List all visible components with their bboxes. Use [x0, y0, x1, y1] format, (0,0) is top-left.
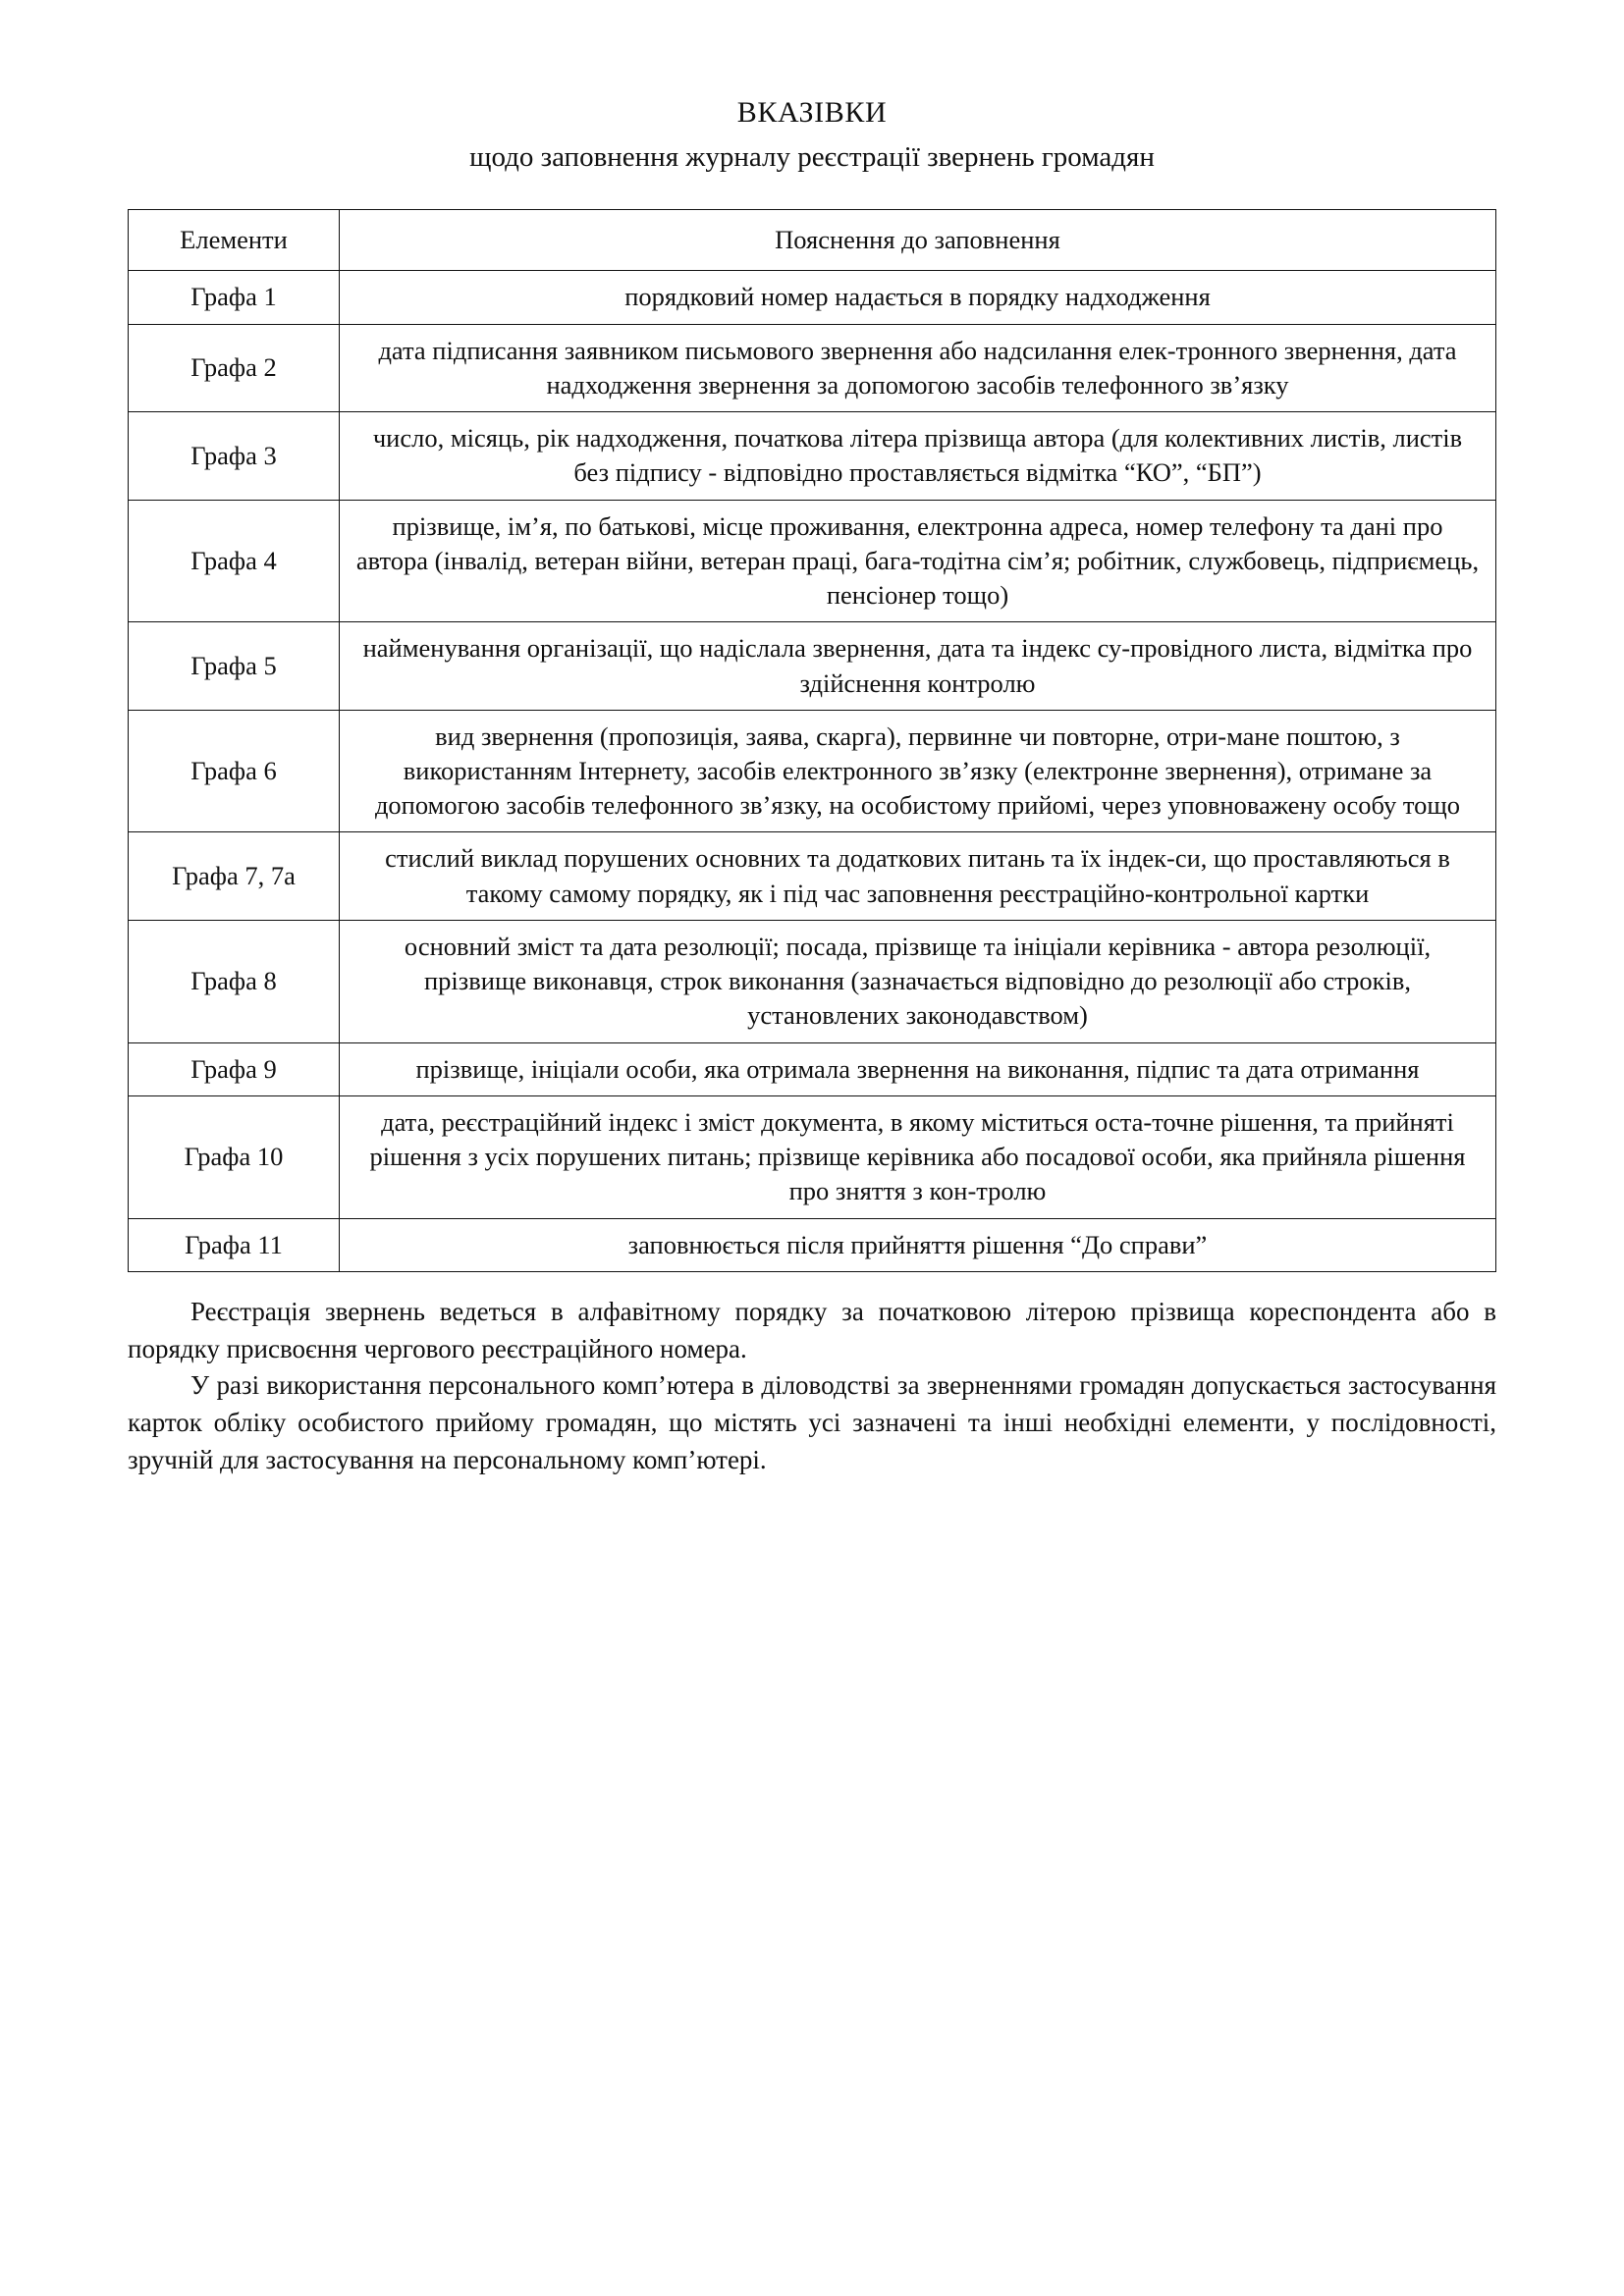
- page-title: ВКАЗІВКИ: [736, 96, 888, 129]
- cell-explanation: заповнюється після прийняття рішення “До справи”: [340, 1218, 1496, 1271]
- cell-element: Графа 2: [129, 324, 340, 411]
- cell-element: Графа 10: [129, 1095, 340, 1218]
- cell-element: Графа 9: [129, 1042, 340, 1095]
- table-row: [129, 832, 1496, 920]
- cell-element: Графа 5: [129, 622, 340, 710]
- table-row: [129, 271, 1496, 324]
- page-subtitle: щодо заповнення журналу реєстрації звернень громадян: [469, 140, 1155, 173]
- cell-element: Графа 8: [129, 920, 340, 1042]
- cell-explanation: основний зміст та дата резолюції; посада, прізвище та ініціали керівника - автора резолюції, прізвище виконавця, строк виконання (зазначається відповідно до резолюції або строків, установлених законодавством): [340, 920, 1496, 1042]
- cell-explanation: порядковий номер надається в порядку надходження: [340, 271, 1496, 324]
- table-row: [129, 500, 1496, 622]
- footer-notes: [128, 1294, 1496, 1479]
- table-header: [129, 210, 1496, 271]
- column-header-explanation: Пояснення до заповнення: [340, 210, 1496, 271]
- cell-explanation: стислий виклад порушених основних та додаткових питань та їх індек-си, що проставляються в такому самому порядку, як і під час заповнення реєстраційно-контрольної картки: [340, 832, 1496, 920]
- cell-explanation: прізвище, ім’я, по батькові, місце проживання, електронна адреса, номер телефону та дані про автора (інвалід, ветеран війни, ветеран праці, бага-тодітна сім’я; робітник, службовець, підприємець, пенсіонер тощо): [340, 500, 1496, 622]
- cell-element: Графа 6: [129, 710, 340, 832]
- cell-element: Графа 4: [129, 500, 340, 622]
- cell-explanation: найменування організації, що надіслала звернення, дата та індекс су-провідного листа, відмітка про здійснення контролю: [340, 622, 1496, 710]
- table-body: [129, 271, 1496, 1271]
- cell-element: Графа 11: [129, 1218, 340, 1271]
- cell-element: Графа 3: [129, 412, 340, 500]
- instructions-table: [128, 209, 1496, 1272]
- cell-explanation: вид звернення (пропозиція, заява, скарга), первинне чи повторне, отри-мане поштою, з використанням Інтернету, засобів електронного зв’язку (електронне звернення), отримане за допомогою засобів телефонного зв’язку, на особистому прийомі, через уповноважену особу тощо: [340, 710, 1496, 832]
- table-header-row: [129, 210, 1496, 271]
- column-header-elements: Елементи: [129, 210, 340, 271]
- table-row: [129, 412, 1496, 500]
- cell-explanation: прізвище, ініціали особи, яка отримала звернення на виконання, підпис та дата отримання: [340, 1042, 1496, 1095]
- table-row: [129, 1095, 1496, 1218]
- table-row: [129, 1218, 1496, 1271]
- table-row: [129, 710, 1496, 832]
- cell-explanation: дата, реєстраційний індекс і зміст документа, в якому міститься оста-точне рішення, та прийняті рішення з усіх порушених питань; прізвище керівника або посадової особи, яка прийняла рішення про зняття з кон-тролю: [340, 1095, 1496, 1218]
- table-row: [129, 622, 1496, 710]
- cell-explanation: дата підписання заявником письмового звернення або надсилання елек-тронного звернення, дата надходження звернення за допомогою засобів телефонного зв’язку: [340, 324, 1496, 411]
- cell-element: Графа 1: [129, 271, 340, 324]
- table-row: [129, 1042, 1496, 1095]
- footer-paragraph: У разі використання персонального комп’ютера в діловодстві за зверненнями громадян допускається застосування карток обліку особистого прийому громадян, що містять усі зазначені та інші необхідні елементи, у послідовності, зручній для застосування на персональному комп’ютері.: [128, 1370, 1496, 1474]
- table-row: [129, 920, 1496, 1042]
- table-row: [129, 324, 1496, 411]
- cell-explanation: число, місяць, рік надходження, початкова літера прізвища автора (для колективних листів, листів без підпису - відповідно проставляється відмітка “КО”, “БП”): [340, 412, 1496, 500]
- cell-element: Графа 7, 7а: [129, 832, 340, 920]
- footer-paragraph: Реєстрація звернень ведеться в алфавітному порядку за початковою літерою прізвища кореспондента або в порядку присвоєння чергового реєстраційного номера.: [128, 1296, 1496, 1363]
